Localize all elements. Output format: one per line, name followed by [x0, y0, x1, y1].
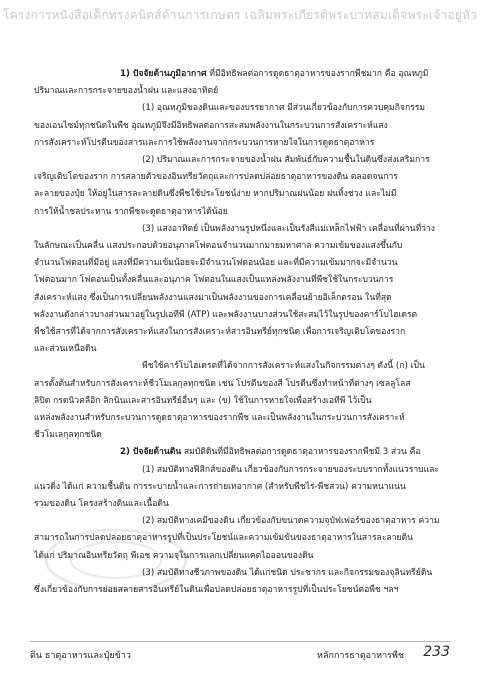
paragraph-line: ในลักษณะเป็นคลื่น แสงประกอบด้วยอนุภาคโฟตอนจำนวนมากมายมหาศาล ความเข้มของแสงขึ้นกับ [34, 241, 403, 252]
paragraph-line: แหล่งพลังงานสำหรับกระบวนการดูดธาตุอาหารของรากพืช และเป็นพลังงานในกระบวนการสังเคราะห์ [34, 413, 405, 424]
paragraph-line: ปริมาณและการกระจายของน้ำฝน และแสงอาทิตย์ [34, 86, 219, 97]
paragraph-line: โฟตอนมาก โฟตอนเป็นทั้งคลื่นและอนุภาค โฟตอนในแสงเป็นแหล่งพลังงานที่พืชใช้ในกระบวนการ [34, 275, 394, 286]
paragraph-line: (2) ปริมาณและการกระจายของน้ำฝน สัมพันธ์กับความชื้นในดินซึ่งส่งเสริมการ [142, 155, 430, 166]
paragraph-line: พืชใช้สารที่ได้จากการสังเคราะห์แสงในการสังเคราะห์สารอินทรีย์ทุกชนิด เพื่อการเจริญเติบโตของราก [34, 327, 406, 338]
paragraph-line: ลิปิด กรดนิวคลีอิก ลิกนินและสารอินทรีย์อื่นๆ และ (ข) ใช้ในการหายใจเพื่อสร้างเอทีพี ไว้เป็น [34, 395, 372, 406]
page-footer [30, 644, 450, 666]
paragraph-line: (3) สมบัติทางชีวภาพของดิน ได้แก่ชนิด ประชากร และกิจกรรมของจุลินทรีย์ดิน [142, 567, 433, 578]
footer-book-title: ดิน ธาตุอาหารและปุ๋ยข้าว [30, 651, 131, 661]
section-1-heading: 1) ปัจจัยด้านภูมิอากาศ ที่มีอิทธิพลต่อการดูดธาตุอาหารของรากพืชมาก คือ อุณหภูมิ [120, 69, 429, 79]
paragraph-line: ละลายของปุ๋ย ให้อยู่ในสารละลายดินซึ่งพืชใช้ประโยชน์ง่าย หากปริมาณฝนน้อย ฝนทิ้งช่วง และไม่มี [34, 189, 397, 200]
paragraph-line: การให้น้ำชลประทาน รากพืชจะดูดธาตุอาหารได้น้อย [34, 206, 228, 217]
paragraph-line: เจริญเติบโตของราก การสลายตัวของอินทรียวัตถุและการปลดปล่อยธาตุอาหารของดิน ตลอดจนการ [34, 172, 398, 183]
paragraph-line: พลังงานดังกล่าวบางส่วนมาอยู่ในรูปเอทีพี (ATP) และพลังงานบางส่วนใช้สะสมไว้ในรูปของคาร์โบไฮเดรต [34, 309, 418, 320]
page-number: 233 [423, 644, 450, 660]
paragraph-line: และส่วนเหนือดิน [34, 344, 97, 355]
factor-climate-title: 1) ปัจจัยด้านภูมิอากาศ [120, 69, 207, 79]
paragraph-line: การสังเคราะห์โปรตีนของสารและการใช้พลังงานจากกระบวนการหายใจในการดูดธาตุอาหาร [34, 137, 375, 148]
factor-soil-title: 2) ปัจจัยด้านดิน [120, 447, 182, 458]
paragraph-line: (2) สมบัติทางเคมีของดิน เกี่ยวข้องกับขนาดความจุบัฟเฟอร์ของธาตุอาหาร ความ [142, 516, 440, 527]
paragraph-line: ซึ่งเกี่ยวข้องกับการย่อยสลายสารอินทรีย์ในดินเพื่อปลดปล่อยธาตุอาหารรูปที่เป็นประโยชน์ต่อพืช ฯลฯ [34, 585, 399, 596]
paragraph-line: ของเอนไซม์ทุกชนิดในพืช อุณหภูมิจึงมีอิทธิพลต่อการสะสมพลังงานในกระบวนการสังเคราะห์แสง [34, 120, 388, 131]
footer-rule [30, 641, 450, 642]
section-2-heading: 2) ปัจจัยด้านดิน สมบัติดินที่มีอิทธิพลต่อการดูดธาตุอาหารของรากพืชมี 3 ส่วน คือ [120, 447, 421, 458]
running-header: โครงการหนังสือเด็กทรงคนิดส์ด้านการเกษตร เฉลิมพระเกียรติพระบาทสมเด็จพระเจ้าอยู่หัว [2, 8, 478, 22]
paragraph-line: สารตั้งต้นสำหรับการสังเคราะห์ชีวโมเลกุลทุกชนิด เช่น โปรตีนของสี โปรตีนซึ่งทำหน้าที่ต่างๆ เซลลูโลส [34, 378, 411, 389]
paragraph-line: พืชใช้คาร์โบไฮเดรตที่ได้จากการสังเคราะห์แสงในกิจกรรมต่างๆ ดังนี้ (ก) เป็น [142, 361, 425, 372]
page-body [34, 66, 452, 599]
paragraph-line: รวมของดิน โครงสร้างดินและเนื้อดิน [34, 499, 169, 510]
paragraph-line: จำนวนโฟตอนที่มีอยู่ แสงที่มีความเข้มน้อยจะมีจำนวนโฟตอนน้อย และที่มีความเข้มมากจะมีจำนวน [34, 258, 398, 269]
paragraph-line: แนวดิ่ง ได้แก่ ความชื้นดิน การระบายน้ำและการถ่ายเทอากาศ (สำหรับพืชไร่-พืชสวน) ความหนาแน่น [34, 481, 406, 492]
paragraph-line: (1) อุณหภูมิของดินและของบรรยากาศ มีส่วนเกี่ยวข้องกับการควบคุมกิจกรรม [142, 103, 426, 114]
paragraph-line: (3) แสงอาทิตย์ เป็นพลังงานรูปหนึ่งและเป็นรังสีแม่เหล็กไฟฟ้า เคลื่อนที่ผ่านที่ว่าง [142, 223, 435, 234]
paragraph-line: (1) สมบัติทางฟิสิกส์ของดิน เกี่ยวข้องกับการกระจายของระบบรากทั้งแนวราบและ [142, 464, 440, 475]
paragraph-line: ชีวโมเลกุลทุกชนิด [34, 430, 102, 441]
paragraph-line: ได้แก่ ปริมาณอินทรียวัตถุ พีเอช ความจุในการแลกเปลี่ยนแคตไอออนของดิน [34, 550, 314, 561]
paragraph-line: สังเคราะห์แสง ซึ่งเป็นการเปลี่ยนพลังงานแสงมาเป็นพลังงานของการเคลื่อนย้ายอิเล็กตรอน ในที่สุด [34, 292, 392, 303]
paragraph-line: สามารถในการปลดปล่อยธาตุอาหารรูปที่เป็นประโยชน์และความเข้มข้นของธาตุอาหารในสารละลายดิน [34, 533, 414, 544]
footer-chapter-title: หลักการธาตุอาหารพืช [317, 651, 404, 661]
